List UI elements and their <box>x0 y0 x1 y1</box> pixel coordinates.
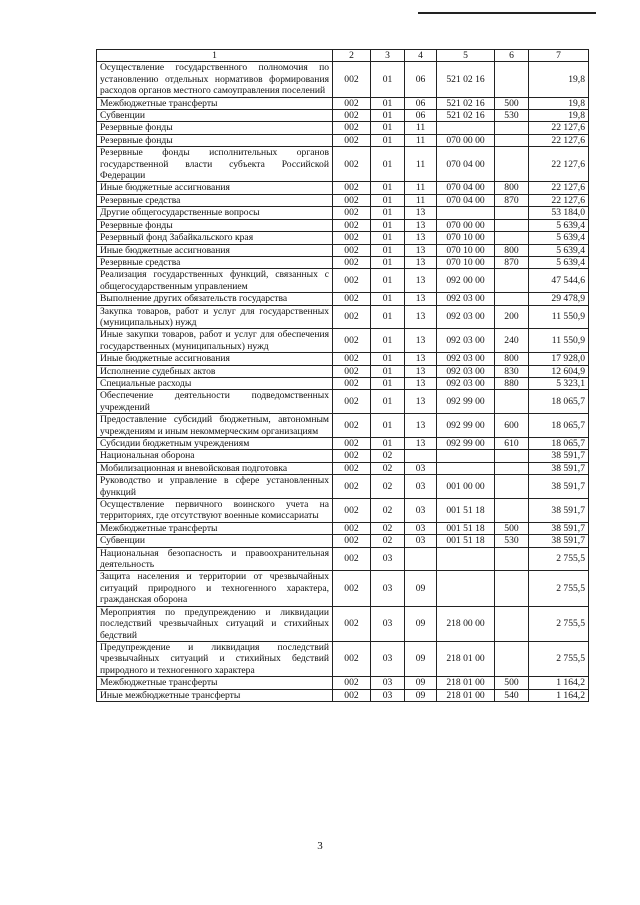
expense-type-cell: 530 <box>495 110 529 122</box>
article-cell: 218 01 00 <box>437 641 495 676</box>
section-cell: 01 <box>371 353 405 365</box>
article-cell: 092 03 00 <box>437 305 495 329</box>
code-cell: 002 <box>333 450 371 462</box>
expense-type-cell: 800 <box>495 182 529 194</box>
table-row <box>97 122 589 134</box>
table-row <box>97 571 589 606</box>
name-cell: Иные закупки товаров, работ и услуг для обеспечения государственных (муниципальных) нужд <box>97 329 333 353</box>
subsection-cell: 11 <box>405 194 437 206</box>
name-cell: Иные бюджетные ассигнования <box>97 182 333 194</box>
table-row <box>97 390 589 414</box>
amount-cell: 38 591,7 <box>529 522 589 534</box>
expense-type-cell: 530 <box>495 535 529 547</box>
code-cell: 002 <box>333 134 371 146</box>
section-cell: 02 <box>371 450 405 462</box>
expense-type-cell <box>495 641 529 676</box>
article-cell: 092 00 00 <box>437 269 495 293</box>
expense-type-cell: 830 <box>495 365 529 377</box>
expense-type-cell: 870 <box>495 194 529 206</box>
code-cell: 002 <box>333 269 371 293</box>
expense-type-cell <box>495 207 529 219</box>
section-cell: 03 <box>371 641 405 676</box>
subsection-cell: 13 <box>405 244 437 256</box>
name-cell: Межбюджетные трансферты <box>97 97 333 109</box>
name-cell: Субвенции <box>97 110 333 122</box>
amount-cell: 11 550,9 <box>529 305 589 329</box>
amount-cell: 38 591,7 <box>529 499 589 523</box>
amount-cell: 1 164,2 <box>529 689 589 701</box>
code-cell: 002 <box>333 293 371 305</box>
section-cell: 01 <box>371 62 405 97</box>
header-cell: 7 <box>529 50 589 62</box>
amount-cell: 18 065,7 <box>529 390 589 414</box>
section-cell: 01 <box>371 256 405 268</box>
article-cell: 521 02 16 <box>437 97 495 109</box>
amount-cell: 5 323,1 <box>529 377 589 389</box>
expense-type-cell <box>495 147 529 182</box>
subsection-cell: 03 <box>405 535 437 547</box>
expense-type-cell <box>495 606 529 641</box>
name-cell: Резервный фонд Забайкальского края <box>97 232 333 244</box>
table-row <box>97 522 589 534</box>
subsection-cell: 13 <box>405 219 437 231</box>
table-row <box>97 244 589 256</box>
amount-cell: 5 639,4 <box>529 232 589 244</box>
subsection-cell: 13 <box>405 365 437 377</box>
subsection-cell: 09 <box>405 677 437 689</box>
table-row <box>97 134 589 146</box>
section-cell: 01 <box>371 110 405 122</box>
amount-cell: 5 639,4 <box>529 219 589 231</box>
subsection-cell: 13 <box>405 438 437 450</box>
article-cell: 070 10 00 <box>437 244 495 256</box>
section-cell: 02 <box>371 499 405 523</box>
expense-type-cell <box>495 134 529 146</box>
code-cell: 002 <box>333 110 371 122</box>
expense-type-cell <box>495 571 529 606</box>
expense-type-cell <box>495 232 529 244</box>
name-cell: Выполнение других обязательств государства <box>97 293 333 305</box>
amount-cell: 5 639,4 <box>529 244 589 256</box>
header-cell: 3 <box>371 50 405 62</box>
header-cell: 1 <box>97 50 333 62</box>
subsection-cell: 13 <box>405 305 437 329</box>
amount-cell: 11 550,9 <box>529 329 589 353</box>
subsection-cell: 09 <box>405 641 437 676</box>
expense-type-cell: 880 <box>495 377 529 389</box>
section-cell: 01 <box>371 365 405 377</box>
article-cell: 092 03 00 <box>437 353 495 365</box>
article-cell: 070 00 00 <box>437 219 495 231</box>
subsection-cell <box>405 450 437 462</box>
article-cell: 070 04 00 <box>437 147 495 182</box>
article-cell: 070 04 00 <box>437 194 495 206</box>
article-cell: 092 03 00 <box>437 293 495 305</box>
section-cell: 01 <box>371 134 405 146</box>
amount-cell: 38 591,7 <box>529 450 589 462</box>
code-cell: 002 <box>333 97 371 109</box>
subsection-cell: 09 <box>405 571 437 606</box>
code-cell: 002 <box>333 641 371 676</box>
subsection-cell: 03 <box>405 475 437 499</box>
code-cell: 002 <box>333 438 371 450</box>
header-cell: 2 <box>333 50 371 62</box>
amount-cell: 17 928,0 <box>529 353 589 365</box>
table-row <box>97 256 589 268</box>
table-row <box>97 677 589 689</box>
expense-type-cell: 200 <box>495 305 529 329</box>
code-cell: 002 <box>333 207 371 219</box>
name-cell: Предупреждение и ликвидация последствий чрезвычайных ситуаций и стихийных бедствий природного и техногенного характера <box>97 641 333 676</box>
section-cell: 01 <box>371 244 405 256</box>
name-cell: Специальные расходы <box>97 377 333 389</box>
name-cell: Иные межбюджетные трансферты <box>97 689 333 701</box>
section-cell: 01 <box>371 414 405 438</box>
amount-cell: 19,8 <box>529 110 589 122</box>
section-cell: 03 <box>371 606 405 641</box>
name-cell: Мероприятия по предупреждению и ликвидации последствий чрезвычайных ситуаций и стихийных бедствий <box>97 606 333 641</box>
name-cell: Другие общегосударственные вопросы <box>97 207 333 219</box>
article-cell: 218 00 00 <box>437 606 495 641</box>
article-cell: 092 99 00 <box>437 390 495 414</box>
article-cell <box>437 462 495 474</box>
amount-cell: 12 604,9 <box>529 365 589 377</box>
page-number: 3 <box>317 840 323 852</box>
code-cell: 002 <box>333 122 371 134</box>
article-cell <box>437 547 495 571</box>
section-cell: 03 <box>371 547 405 571</box>
amount-cell: 22 127,6 <box>529 194 589 206</box>
top-rule <box>418 12 596 14</box>
amount-cell: 22 127,6 <box>529 134 589 146</box>
expense-type-cell <box>495 390 529 414</box>
code-cell: 002 <box>333 256 371 268</box>
name-cell: Резервные средства <box>97 194 333 206</box>
subsection-cell <box>405 547 437 571</box>
code-cell: 002 <box>333 147 371 182</box>
subsection-cell: 13 <box>405 377 437 389</box>
expense-type-cell <box>495 499 529 523</box>
section-cell: 03 <box>371 571 405 606</box>
article-cell: 092 99 00 <box>437 438 495 450</box>
code-cell: 002 <box>333 475 371 499</box>
section-cell: 01 <box>371 438 405 450</box>
amount-cell: 47 544,6 <box>529 269 589 293</box>
article-cell: 521 02 16 <box>437 110 495 122</box>
code-cell: 002 <box>333 377 371 389</box>
article-cell: 070 04 00 <box>437 182 495 194</box>
amount-cell: 2 755,5 <box>529 571 589 606</box>
name-cell: Защита населения и территории от чрезвычайных ситуаций природного и техногенного характера, гражданская оборона <box>97 571 333 606</box>
expense-type-cell <box>495 450 529 462</box>
subsection-cell: 03 <box>405 462 437 474</box>
article-cell: 218 01 00 <box>437 689 495 701</box>
code-cell: 002 <box>333 414 371 438</box>
table-row <box>97 147 589 182</box>
name-cell: Межбюджетные трансферты <box>97 677 333 689</box>
code-cell: 002 <box>333 232 371 244</box>
section-cell: 01 <box>371 377 405 389</box>
name-cell: Резервные фонды исполнительных органов государственной власти субъекта Российской Федерации <box>97 147 333 182</box>
subsection-cell: 13 <box>405 269 437 293</box>
amount-cell: 53 184,0 <box>529 207 589 219</box>
subsection-cell: 09 <box>405 689 437 701</box>
article-cell <box>437 122 495 134</box>
expense-type-cell: 870 <box>495 256 529 268</box>
expense-type-cell: 540 <box>495 689 529 701</box>
section-cell: 01 <box>371 207 405 219</box>
expense-type-cell: 500 <box>495 97 529 109</box>
expense-type-cell <box>495 547 529 571</box>
amount-cell: 38 591,7 <box>529 475 589 499</box>
table-row <box>97 414 589 438</box>
name-cell: Осуществление государственного полномочия по установлению отдельных нормативов формирования расходов органов местного самоуправления поселений <box>97 62 333 97</box>
amount-cell: 38 591,7 <box>529 462 589 474</box>
article-cell <box>437 450 495 462</box>
article-cell <box>437 571 495 606</box>
subsection-cell: 09 <box>405 606 437 641</box>
code-cell: 002 <box>333 329 371 353</box>
article-cell: 092 03 00 <box>437 377 495 389</box>
table-row <box>97 462 589 474</box>
section-cell: 01 <box>371 293 405 305</box>
table-row <box>97 293 589 305</box>
section-cell: 03 <box>371 689 405 701</box>
subsection-cell: 06 <box>405 62 437 97</box>
name-cell: Обеспечение деятельности подведомственных учреждений <box>97 390 333 414</box>
table-row <box>97 353 589 365</box>
code-cell: 002 <box>333 547 371 571</box>
table-row <box>97 194 589 206</box>
table-row <box>97 329 589 353</box>
article-cell: 001 51 18 <box>437 499 495 523</box>
table-row <box>97 475 589 499</box>
budget-table <box>96 49 589 702</box>
section-cell: 01 <box>371 97 405 109</box>
subsection-cell: 11 <box>405 134 437 146</box>
table-row <box>97 450 589 462</box>
name-cell: Закупка товаров, работ и услуг для государственных (муниципальных) нужд <box>97 305 333 329</box>
code-cell: 002 <box>333 689 371 701</box>
table-row <box>97 232 589 244</box>
subsection-cell: 13 <box>405 414 437 438</box>
expense-type-cell: 500 <box>495 522 529 534</box>
section-cell: 01 <box>371 219 405 231</box>
section-cell: 01 <box>371 305 405 329</box>
name-cell: Иные бюджетные ассигнования <box>97 353 333 365</box>
subsection-cell: 06 <box>405 97 437 109</box>
header-cell: 4 <box>405 50 437 62</box>
subsection-cell: 11 <box>405 147 437 182</box>
subsection-cell: 11 <box>405 182 437 194</box>
code-cell: 002 <box>333 390 371 414</box>
expense-type-cell: 610 <box>495 438 529 450</box>
amount-cell: 19,8 <box>529 62 589 97</box>
name-cell: Субвенции <box>97 535 333 547</box>
section-cell: 01 <box>371 182 405 194</box>
article-cell: 218 01 00 <box>437 677 495 689</box>
expense-type-cell <box>495 219 529 231</box>
article-cell: 001 51 18 <box>437 535 495 547</box>
name-cell: Межбюджетные трансферты <box>97 522 333 534</box>
code-cell: 002 <box>333 194 371 206</box>
name-cell: Резервные фонды <box>97 219 333 231</box>
section-cell: 02 <box>371 535 405 547</box>
name-cell: Национальная оборона <box>97 450 333 462</box>
section-cell: 01 <box>371 194 405 206</box>
name-cell: Исполнение судебных актов <box>97 365 333 377</box>
table-row <box>97 219 589 231</box>
table-row <box>97 365 589 377</box>
table-row <box>97 269 589 293</box>
table-row <box>97 207 589 219</box>
table-row <box>97 547 589 571</box>
table-row <box>97 689 589 701</box>
article-cell: 092 03 00 <box>437 365 495 377</box>
expense-type-cell <box>495 269 529 293</box>
subsection-cell: 13 <box>405 207 437 219</box>
section-cell: 02 <box>371 462 405 474</box>
table-row <box>97 377 589 389</box>
code-cell: 002 <box>333 535 371 547</box>
name-cell: Резервные фонды <box>97 134 333 146</box>
amount-cell: 18 065,7 <box>529 414 589 438</box>
table-row <box>97 641 589 676</box>
subsection-cell: 13 <box>405 293 437 305</box>
code-cell: 002 <box>333 219 371 231</box>
table-row <box>97 182 589 194</box>
article-cell: 070 10 00 <box>437 256 495 268</box>
article-cell: 070 00 00 <box>437 134 495 146</box>
table-row <box>97 62 589 97</box>
subsection-cell: 13 <box>405 353 437 365</box>
header-row <box>97 50 589 62</box>
subsection-cell: 03 <box>405 522 437 534</box>
code-cell: 002 <box>333 571 371 606</box>
amount-cell: 5 639,4 <box>529 256 589 268</box>
name-cell: Осуществление первичного воинского учета на территориях, где отсутствуют военные комиссариаты <box>97 499 333 523</box>
article-cell <box>437 207 495 219</box>
code-cell: 002 <box>333 677 371 689</box>
code-cell: 002 <box>333 353 371 365</box>
subsection-cell: 03 <box>405 499 437 523</box>
expense-type-cell <box>495 122 529 134</box>
amount-cell: 2 755,5 <box>529 547 589 571</box>
header-cell: 5 <box>437 50 495 62</box>
amount-cell: 22 127,6 <box>529 182 589 194</box>
table-row <box>97 438 589 450</box>
article-cell: 001 00 00 <box>437 475 495 499</box>
name-cell: Субсидии бюджетным учреждениям <box>97 438 333 450</box>
code-cell: 002 <box>333 499 371 523</box>
amount-cell: 38 591,7 <box>529 535 589 547</box>
section-cell: 01 <box>371 232 405 244</box>
table-row <box>97 97 589 109</box>
subsection-cell: 13 <box>405 390 437 414</box>
amount-cell: 29 478,9 <box>529 293 589 305</box>
expense-type-cell <box>495 475 529 499</box>
amount-cell: 2 755,5 <box>529 641 589 676</box>
expense-type-cell <box>495 293 529 305</box>
name-cell: Резервные фонды <box>97 122 333 134</box>
amount-cell: 19,8 <box>529 97 589 109</box>
name-cell: Национальная безопасность и правоохранительная деятельность <box>97 547 333 571</box>
article-cell: 092 03 00 <box>437 329 495 353</box>
expense-type-cell: 240 <box>495 329 529 353</box>
expense-type-cell: 600 <box>495 414 529 438</box>
code-cell: 002 <box>333 365 371 377</box>
name-cell: Реализация государственных функций, связанных с общегосударственным управлением <box>97 269 333 293</box>
amount-cell: 22 127,6 <box>529 122 589 134</box>
name-cell: Мобилизационная и вневойсковая подготовка <box>97 462 333 474</box>
subsection-cell: 13 <box>405 256 437 268</box>
expense-type-cell <box>495 462 529 474</box>
amount-cell: 1 164,2 <box>529 677 589 689</box>
section-cell: 02 <box>371 522 405 534</box>
section-cell: 01 <box>371 390 405 414</box>
name-cell: Предоставление субсидий бюджетным, автономным учреждениям и иным некоммерческим организациям <box>97 414 333 438</box>
section-cell: 02 <box>371 475 405 499</box>
code-cell: 002 <box>333 522 371 534</box>
table-row <box>97 499 589 523</box>
article-cell: 521 02 16 <box>437 62 495 97</box>
article-cell: 001 51 18 <box>437 522 495 534</box>
expense-type-cell <box>495 62 529 97</box>
table-row <box>97 110 589 122</box>
amount-cell: 22 127,6 <box>529 147 589 182</box>
section-cell: 01 <box>371 122 405 134</box>
section-cell: 01 <box>371 269 405 293</box>
name-cell: Руководство и управление в сфере установленных функций <box>97 475 333 499</box>
code-cell: 002 <box>333 305 371 329</box>
section-cell: 01 <box>371 329 405 353</box>
code-cell: 002 <box>333 62 371 97</box>
amount-cell: 18 065,7 <box>529 438 589 450</box>
table-row <box>97 305 589 329</box>
amount-cell: 2 755,5 <box>529 606 589 641</box>
article-cell: 070 10 00 <box>437 232 495 244</box>
code-cell: 002 <box>333 244 371 256</box>
subsection-cell: 13 <box>405 232 437 244</box>
section-cell: 03 <box>371 677 405 689</box>
section-cell: 01 <box>371 147 405 182</box>
expense-type-cell: 500 <box>495 677 529 689</box>
article-cell: 092 99 00 <box>437 414 495 438</box>
code-cell: 002 <box>333 182 371 194</box>
subsection-cell: 06 <box>405 110 437 122</box>
code-cell: 002 <box>333 462 371 474</box>
name-cell: Резервные средства <box>97 256 333 268</box>
name-cell: Иные бюджетные ассигнования <box>97 244 333 256</box>
subsection-cell: 11 <box>405 122 437 134</box>
header-cell: 6 <box>495 50 529 62</box>
expense-type-cell: 800 <box>495 353 529 365</box>
table-row <box>97 535 589 547</box>
code-cell: 002 <box>333 606 371 641</box>
table-row <box>97 606 589 641</box>
subsection-cell: 13 <box>405 329 437 353</box>
expense-type-cell: 800 <box>495 244 529 256</box>
